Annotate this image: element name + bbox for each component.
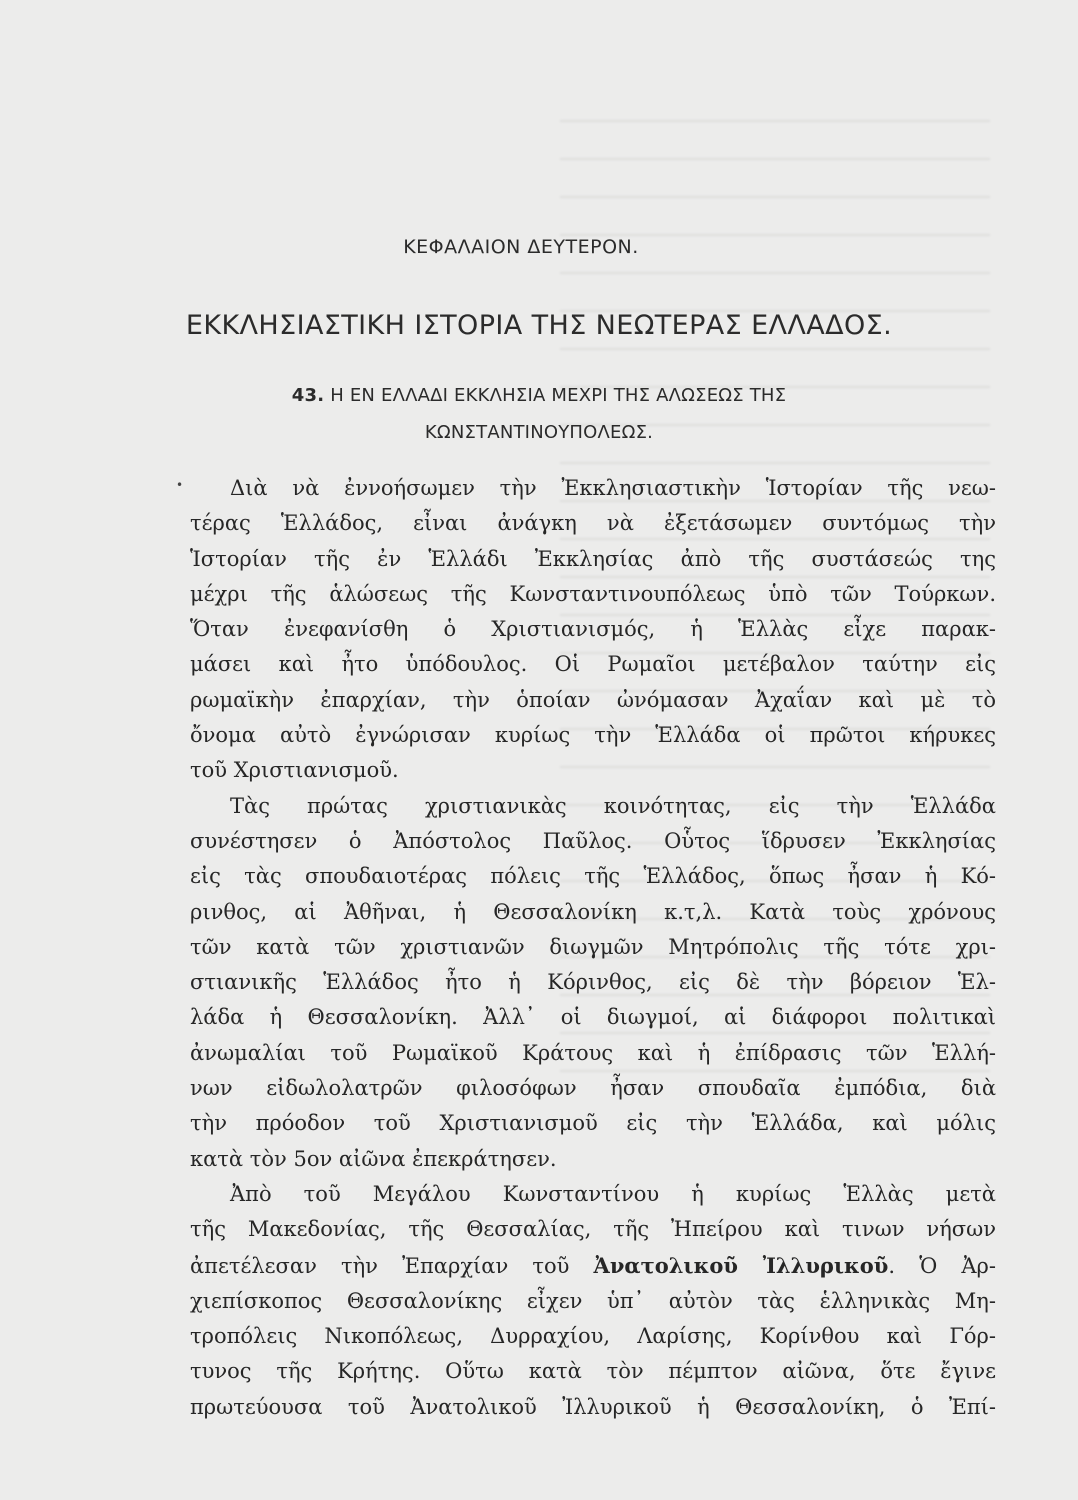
- text-line: τῶν κατὰ τῶν χριστιανῶν διωγμῶν Μητρόπολις τῆς τότε χρι-: [190, 934, 996, 959]
- chapter-title: ΕΚΚΛΗΣΙΑΣΤΙΚΗ ΙΣΤΟΡΙΑ ΤΗΣ ΝΕΩΤΕΡΑΣ ΕΛΛΑΔΟΣ.: [185, 310, 893, 341]
- text-line: τοῦ Χριστιανισμοῦ.: [190, 758, 399, 783]
- section-title-line-2: ΚΩΝΣΤΑΝΤΙΝΟΥΠΟΛΕΩΣ.: [424, 422, 654, 443]
- text-line: τὴν πρόοδον τοῦ Χριστιανισμοῦ εἰς τὴν Ἑλλάδα, καὶ μόλις: [190, 1111, 996, 1136]
- text-line: Ἀπὸ τοῦ Μεγάλου Κωνσταντίνου ἡ κυρίως Ἑλλὰς μετὰ: [230, 1181, 996, 1206]
- text-line: πρωτεύουσα τοῦ Ἀνατολικοῦ Ἰλλυρικοῦ ἡ Θεσσαλονίκη, ὁ Ἐπί-: [190, 1394, 996, 1419]
- text-line: τροπόλεις Νικοπόλεως, Δυρραχίου, Λαρίσης, Κορίνθου καὶ Γόρ-: [190, 1324, 996, 1349]
- text-fragment: ἀπετέλεσαν τὴν Ἐπαρχίαν τοῦ: [190, 1253, 594, 1278]
- text-fragment: . Ὁ Ἀρ-: [888, 1253, 996, 1278]
- emphasized-term: Ἀνατολικοῦ Ἰλλυρικοῦ: [593, 1252, 889, 1278]
- section-title-line-1: Η ΕΝ ΕΛΛΑΔΙ ΕΚΚΛΗΣΙΑ ΜΕΧΡΙ ΤΗΣ ΑΛΩΣΕΩΣ ΤΗΣ: [330, 385, 787, 406]
- marginal-mark: •: [176, 478, 184, 492]
- text-line: Διὰ νὰ ἐννοήσωμεν τὴν Ἐκκλησιαστικὴν Ἱστορίαν τῆς νεω-: [230, 476, 996, 500]
- text-line: τῆς Μακεδονίας, τῆς Θεσσαλίας, τῆς Ἠπείρου καὶ τινων νήσων: [190, 1217, 996, 1242]
- text-line: μέχρι τῆς ἁλώσεως τῆς Κωνσταντινουπόλεως ὑπὸ τῶν Τούρκων.: [190, 581, 996, 606]
- text-line: στιανικῆς Ἑλλάδος ἦτο ἡ Κόρινθος, εἰς δὲ τὴν βόρειον Ἑλ-: [190, 970, 996, 995]
- text-line: Τὰς πρώτας χριστιανικὰς κοινότητας, εἰς τὴν Ἑλλάδα: [230, 793, 996, 818]
- text-line: μάσει καὶ ἦτο ὑπόδουλος. Οἱ Ρωμαῖοι μετέβαλον ταύτην εἰς: [190, 652, 996, 677]
- section-heading: [0, 377, 1078, 451]
- text-line: τέρας Ἑλλάδος, εἶναι ἀνάγκη νὰ ἐξετάσωμεν συντόμως τὴν: [190, 511, 996, 536]
- text-line: νων εἰδωλολατρῶν φιλοσόφων ἦσαν σπουδαῖα ἐμπόδια, διὰ: [190, 1076, 996, 1101]
- text-line: [190, 1248, 996, 1284]
- text-line: ρωμαϊκὴν ἐπαρχίαν, τὴν ὁποίαν ὠνόμασαν Ἀχαΐαν καὶ μὲ τὸ: [190, 687, 996, 712]
- body-text: [190, 471, 996, 1425]
- text-line: Ὅταν ἐνεφανίσθη ὁ Χριστιανισμός, ἡ Ἑλλὰς εἶχε παρακ-: [190, 617, 996, 642]
- text-line: λάδα ἡ Θεσσαλονίκη. Ἀλλ᾽ οἱ διωγμοί, αἱ διάφοροι πολιτικαὶ: [190, 1005, 996, 1030]
- text-line: Ἱστορίαν τῆς ἐν Ἑλλάδι Ἐκκλησίας ἀπὸ τῆς συστάσεώς της: [190, 546, 996, 571]
- text-line: ὄνομα αὐτὸ ἐγνώρισαν κυρίως τὴν Ἑλλάδα οἱ πρῶτοι κήρυκες: [190, 723, 996, 748]
- text-line: εἰς τὰς σπουδαιοτέρας πόλεις τῆς Ἑλλάδος, ὅπως ἦσαν ἡ Κό-: [190, 864, 996, 889]
- text-line: τυνος τῆς Κρήτης. Οὕτω κατὰ τὸν πέμπτον αἰῶνα, ὅτε ἔγινε: [190, 1359, 996, 1384]
- text-line: χιεπίσκοπος Θεσσαλονίκης εἶχεν ὑπ᾽ αὐτὸν τὰς ἑλληνικὰς Μη-: [190, 1288, 996, 1313]
- text-line: κατὰ τὸν 5ον αἰῶνα ἐπεκράτησεν.: [190, 1146, 557, 1171]
- text-line: συνέστησεν ὁ Ἀπόστολος Παῦλος. Οὗτος ἵδρυσεν Ἐκκλησίας: [190, 828, 996, 853]
- text-line: ἀνωμαλίαι τοῦ Ρωμαϊκοῦ Κράτους καὶ ἡ ἐπίδρασις τῶν Ἑλλή-: [190, 1040, 996, 1065]
- text-line: ρινθος, αἱ Ἀθῆναι, ἡ Θεσσαλονίκη κ.τ,λ. Κατὰ τοὺς χρόνους: [190, 899, 996, 924]
- chapter-label: ΚΕΦΑΛΑΙΟΝ ΔΕΥΤΕΡΟΝ.: [403, 236, 639, 258]
- section-number: 43.: [291, 385, 325, 406]
